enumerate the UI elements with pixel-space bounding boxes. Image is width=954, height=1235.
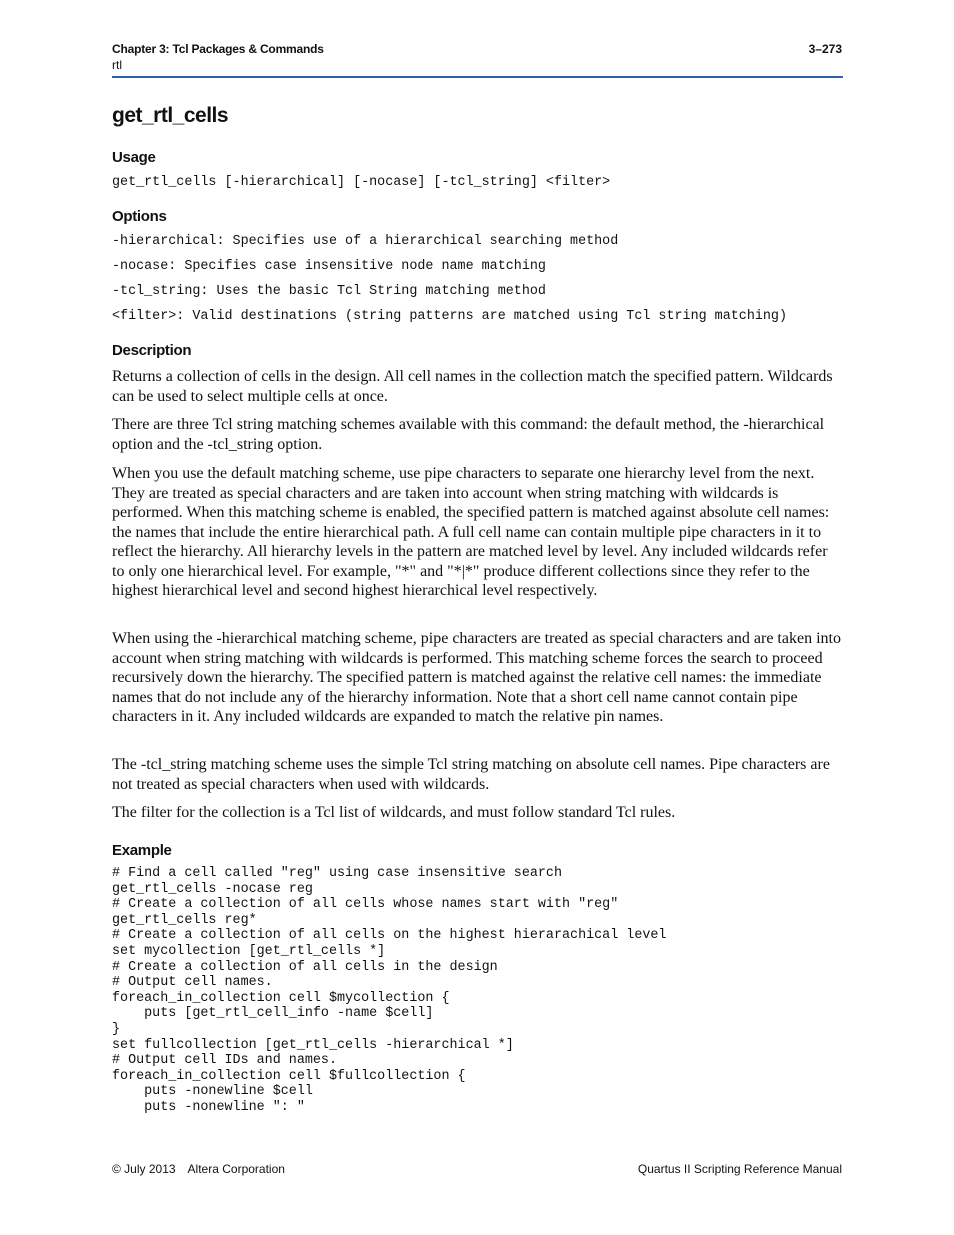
option-tcl-string: -tcl_string: Uses the basic Tcl String matching method (112, 284, 546, 299)
description-heading: Description (112, 342, 192, 359)
description-paragraph: The filter for the collection is a Tcl list of wildcards, and must follow standard Tcl rules. (112, 804, 676, 821)
page-number: 3–273 (808, 42, 842, 56)
example-heading: Example (112, 842, 172, 859)
command-title: get_rtl_cells (112, 104, 229, 127)
description-paragraph: Returns a collection of cells in the design. All cell names in the collection match the specified pattern. Wildcards can be used to select multiple cells at once. (112, 368, 833, 405)
option-filter: <filter>: Valid destinations (string patterns are matched using Tcl string matching) (112, 309, 787, 324)
option-nocase: -nocase: Specifies case insensitive node name matching (112, 259, 546, 274)
chapter-title: Chapter 3: Tcl Packages & Commands (112, 42, 324, 56)
section-name: rtl (112, 58, 122, 72)
description-paragraph: When using the -hierarchical matching scheme, pipe characters are treated as special characters and are taken into account when string matching with wildcards is performed. This matching scheme forces the search to proceed recursively down the hierarchy. The specified pattern is matched against the relative cell names: the immediate names that do not include any of the hierarchy information. Note that a short cell name cannot contain pipe characters in it. Any included wildcards are expanded to match the relative pin names. (112, 630, 841, 725)
description-paragraph: There are three Tcl string matching schemes available with this command: the default method, the -hierarchical option and the -tcl_string option. (112, 416, 825, 453)
option-hierarchical: -hierarchical: Specifies use of a hierarchical searching method (112, 234, 619, 249)
footer-company: Altera Corporation (187, 1162, 285, 1176)
footer-manual-title: Quartus II Scripting Reference Manual (637, 1162, 842, 1176)
footer-left (112, 1162, 285, 1176)
description-paragraph: The -tcl_string matching scheme uses the simple Tcl string matching on absolute cell names. Pipe characters are not treated as special characters when used with wildcards. (112, 756, 830, 793)
usage-heading: Usage (112, 149, 156, 166)
usage-syntax: get_rtl_cells [-hierarchical] [-nocase] [-tcl_string] <filter> (112, 175, 611, 190)
footer-date: © July 2013 (112, 1162, 176, 1176)
options-heading: Options (112, 208, 167, 225)
example-code-block: # Find a cell called "reg" using case insensitive search get_rtl_cells -nocase reg # Create a collection of all cells whose names start with "reg" get_rtl_cells reg* # Create a collection of all cells on the highest hierarachical level set mycollection [get_rtl_cells *] # Create a collection of all cells in the design # Output cell names. foreach_in_collection cell $mycollection { puts [get_rtl_cell_info -name $cell] } set fullcollection [get_rtl_cells -hierarchical *] # Output cell IDs and names. foreach_in_collection cell $fullcollection { puts -nonewline $cell puts -nonewline ": " (112, 866, 667, 1115)
header-rule (112, 76, 843, 78)
description-paragraph: When you use the default matching scheme, use pipe characters to separate one hierarchy level from the next. They are treated as special characters and are taken into account when string matching with wildcards is performed. When this matching scheme is enabled, the specified pattern is matched against absolute cell names: the names that include the entire hierarchical path. A full cell name can contain multiple pipe characters in it to reflect the hierarchy. All hierarchy levels in the pattern are matched level by level. Any included wildcards refer to only one hierarchical level. For example, "*" and "*|*" produce different collections since they refer to the highest hierarchical level and second highest hierarchical level respectively. (112, 465, 830, 599)
